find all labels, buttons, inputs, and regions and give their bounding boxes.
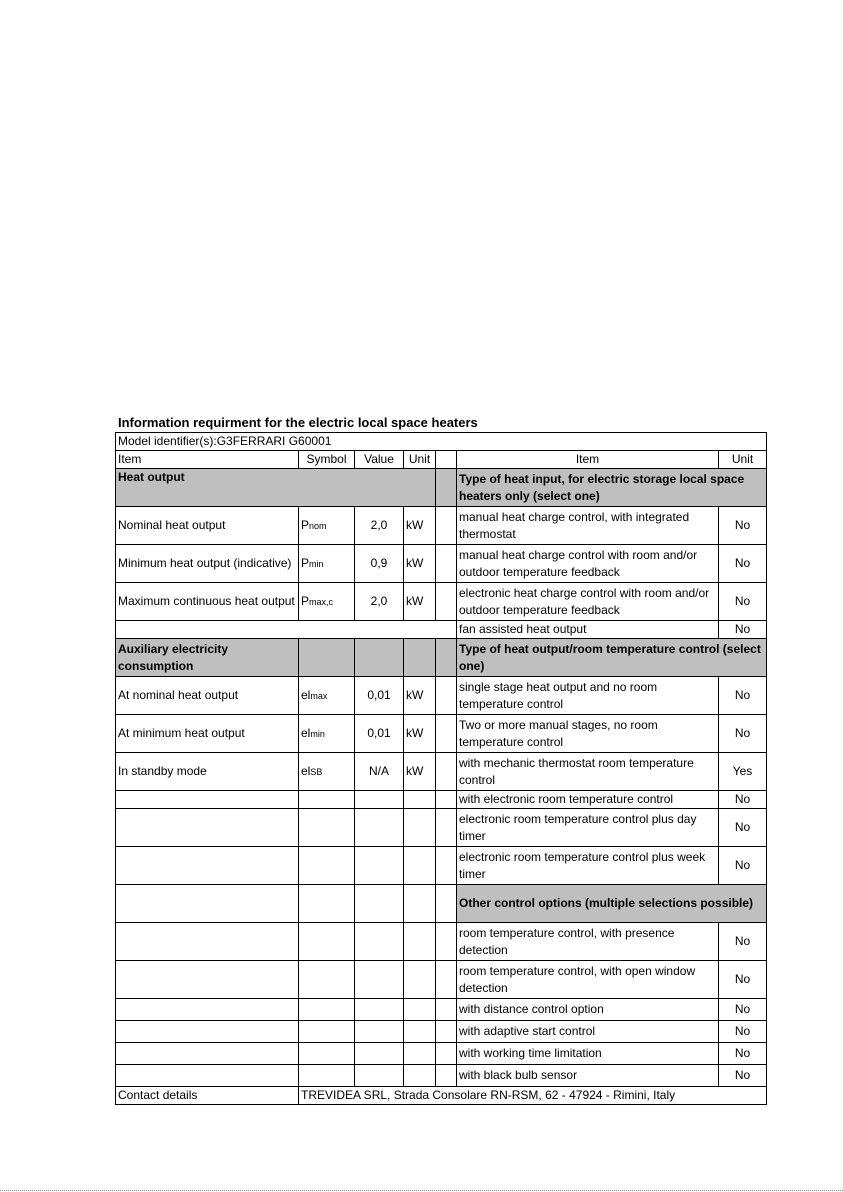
minimum-item: Minimum heat output (indicative) <box>116 545 299 583</box>
contact-label: Contact details <box>116 1087 299 1105</box>
at-minimum-symbol: elmin <box>299 715 355 753</box>
manual-integrated-item: manual heat charge control, with integrated thermostat <box>457 507 719 545</box>
table-row <box>116 1021 767 1043</box>
distance-unit: No <box>719 999 767 1021</box>
distance-item: with distance control option <box>457 999 719 1021</box>
spacer-cell <box>436 847 457 885</box>
standby-item: In standby mode <box>116 753 299 791</box>
table-row <box>116 961 767 999</box>
manual-room-item: manual heat charge control with room and/or outdoor temperature feedback <box>457 545 719 583</box>
empty-cell <box>116 809 299 847</box>
section-heat-output: Heat output <box>116 469 436 507</box>
maximum-symbol: Pmax,c <box>299 583 355 621</box>
electronic-room-unit: No <box>719 583 767 621</box>
spacer-cell <box>436 809 457 847</box>
empty-cell <box>299 847 355 885</box>
spacer-cell <box>436 469 457 507</box>
minimum-unit: kW <box>404 545 436 583</box>
empty-cell <box>299 809 355 847</box>
empty-cell <box>116 1065 299 1087</box>
spacer-cell <box>436 1021 457 1043</box>
empty-cell <box>404 639 436 677</box>
empty-cell <box>355 809 404 847</box>
empty-cell <box>404 1043 436 1065</box>
section-heat-input: Type of heat input, for electric storage local space heaters only (select one) <box>457 469 767 507</box>
empty-cell <box>404 809 436 847</box>
empty-cell <box>299 791 355 809</box>
day-timer-item: electronic room temperature control plus day timer <box>457 809 719 847</box>
adaptive-unit: No <box>719 1021 767 1043</box>
empty-cell <box>355 1043 404 1065</box>
empty-cell <box>116 999 299 1021</box>
single-stage-item: single stage heat output and no room temperature control <box>457 677 719 715</box>
minimum-symbol: Pmin <box>299 545 355 583</box>
at-nominal-value: 0,01 <box>355 677 404 715</box>
spacer-cell <box>436 507 457 545</box>
model-row <box>116 433 767 451</box>
at-minimum-unit: kW <box>404 715 436 753</box>
empty-cell <box>355 961 404 999</box>
empty-cell <box>355 847 404 885</box>
manual-integrated-unit: No <box>719 507 767 545</box>
info-table <box>115 432 767 1105</box>
empty-cell <box>355 885 404 923</box>
table-row <box>116 847 767 885</box>
spacer-cell <box>436 923 457 961</box>
spacer-cell <box>436 1043 457 1065</box>
empty-cell <box>299 961 355 999</box>
empty-cell <box>116 1021 299 1043</box>
empty-cell <box>116 791 299 809</box>
standby-symbol: elSB <box>299 753 355 791</box>
table-row <box>116 923 767 961</box>
table-row <box>116 791 767 809</box>
table-row <box>116 1043 767 1065</box>
fan-assisted-unit: No <box>719 621 767 639</box>
black-bulb-unit: No <box>719 1065 767 1087</box>
table-row <box>116 639 767 677</box>
standby-value: N/A <box>355 753 404 791</box>
empty-cell <box>404 923 436 961</box>
empty-cell <box>355 1021 404 1043</box>
electronic-item: with electronic room temperature control <box>457 791 719 809</box>
spacer-cell <box>436 715 457 753</box>
table-row <box>116 507 767 545</box>
header-row <box>116 451 767 469</box>
header-value: Value <box>355 451 404 469</box>
presence-item: room temperature control, with presence detection <box>457 923 719 961</box>
open-window-item: room temperature control, with open window detection <box>457 961 719 999</box>
section-aux: Auxiliary electricity consumption <box>116 639 299 677</box>
header-symbol: Symbol <box>299 451 355 469</box>
section-other: Other control options (multiple selections possible) <box>457 885 767 923</box>
table-row <box>116 545 767 583</box>
section-control: Type of heat output/room temperature control (select one) <box>457 639 767 677</box>
empty-cell <box>116 1043 299 1065</box>
empty-cell <box>404 885 436 923</box>
working-time-unit: No <box>719 1043 767 1065</box>
minimum-value: 0,9 <box>355 545 404 583</box>
empty-cell <box>116 923 299 961</box>
nominal-symbol: Pnom <box>299 507 355 545</box>
empty-cell <box>299 923 355 961</box>
table-row <box>116 469 767 507</box>
week-timer-item: electronic room temperature control plus week timer <box>457 847 719 885</box>
empty-cell <box>299 1043 355 1065</box>
table-row <box>116 809 767 847</box>
maximum-value: 2,0 <box>355 583 404 621</box>
spacer-cell <box>436 639 457 677</box>
spacer-cell <box>436 677 457 715</box>
manual-room-unit: No <box>719 545 767 583</box>
empty-cell <box>404 999 436 1021</box>
spacer-cell <box>436 1065 457 1087</box>
presence-unit: No <box>719 923 767 961</box>
open-window-unit: No <box>719 961 767 999</box>
nominal-unit: kW <box>404 507 436 545</box>
spacer-cell <box>436 961 457 999</box>
empty-cell <box>299 1021 355 1043</box>
table-row <box>116 583 767 621</box>
empty-cell <box>299 1065 355 1087</box>
document-title: Information requirment for the electric local space heaters <box>118 415 478 430</box>
two-or-more-item: Two or more manual stages, no room temperature control <box>457 715 719 753</box>
empty-cell <box>355 923 404 961</box>
spacer-cell <box>436 885 457 923</box>
empty-cell <box>299 639 355 677</box>
empty-cell <box>404 791 436 809</box>
electronic-room-item: electronic heat charge control with room and/or outdoor temperature feedback <box>457 583 719 621</box>
empty-cell <box>355 791 404 809</box>
empty-cell <box>299 885 355 923</box>
header-unit: Unit <box>404 451 436 469</box>
nominal-value: 2,0 <box>355 507 404 545</box>
spacer-cell <box>436 753 457 791</box>
at-nominal-unit: kW <box>404 677 436 715</box>
electronic-unit: No <box>719 791 767 809</box>
single-stage-unit: No <box>719 677 767 715</box>
table-row <box>116 621 767 639</box>
mechanic-unit: Yes <box>719 753 767 791</box>
empty-cell <box>116 961 299 999</box>
standby-unit: kW <box>404 753 436 791</box>
maximum-item: Maximum continuous heat output <box>116 583 299 621</box>
page-bottom-divider <box>0 1190 843 1191</box>
at-minimum-value: 0,01 <box>355 715 404 753</box>
table-row <box>116 1065 767 1087</box>
table-row <box>116 753 767 791</box>
contact-row <box>116 1087 767 1105</box>
empty-cell <box>404 1021 436 1043</box>
empty-cell <box>404 1065 436 1087</box>
fan-assisted-item: fan assisted heat output <box>457 621 719 639</box>
empty-cell <box>404 847 436 885</box>
black-bulb-item: with black bulb sensor <box>457 1065 719 1087</box>
table-row <box>116 715 767 753</box>
two-or-more-unit: No <box>719 715 767 753</box>
empty-cell <box>299 999 355 1021</box>
day-timer-unit: No <box>719 809 767 847</box>
header-right-unit: Unit <box>719 451 767 469</box>
empty-cell <box>355 639 404 677</box>
table-row <box>116 677 767 715</box>
empty-cell <box>116 885 299 923</box>
empty-cell <box>116 847 299 885</box>
header-item: Item <box>116 451 299 469</box>
spacer-cell <box>436 583 457 621</box>
empty-cell <box>404 961 436 999</box>
empty-cell <box>116 621 457 639</box>
empty-cell <box>355 1065 404 1087</box>
spacer-cell <box>436 999 457 1021</box>
working-time-item: with working time limitation <box>457 1043 719 1065</box>
at-nominal-item: At nominal heat output <box>116 677 299 715</box>
week-timer-unit: No <box>719 847 767 885</box>
spacer-cell <box>436 451 457 469</box>
at-nominal-symbol: elmax <box>299 677 355 715</box>
nominal-item: Nominal heat output <box>116 507 299 545</box>
maximum-unit: kW <box>404 583 436 621</box>
spacer-cell <box>436 545 457 583</box>
model-identifier: Model identifier(s):G3FERRARI G60001 <box>116 433 767 451</box>
at-minimum-item: At minimum heat output <box>116 715 299 753</box>
spacer-cell <box>436 791 457 809</box>
header-right-item: Item <box>457 451 719 469</box>
empty-cell <box>355 999 404 1021</box>
adaptive-item: with adaptive start control <box>457 1021 719 1043</box>
mechanic-item: with mechanic thermostat room temperature control <box>457 753 719 791</box>
table-row <box>116 999 767 1021</box>
contact-value: TREVIDEA SRL, Strada Consolare RN-RSM, 62 - 47924 - Rimini, Italy <box>299 1087 767 1105</box>
table-row <box>116 885 767 923</box>
